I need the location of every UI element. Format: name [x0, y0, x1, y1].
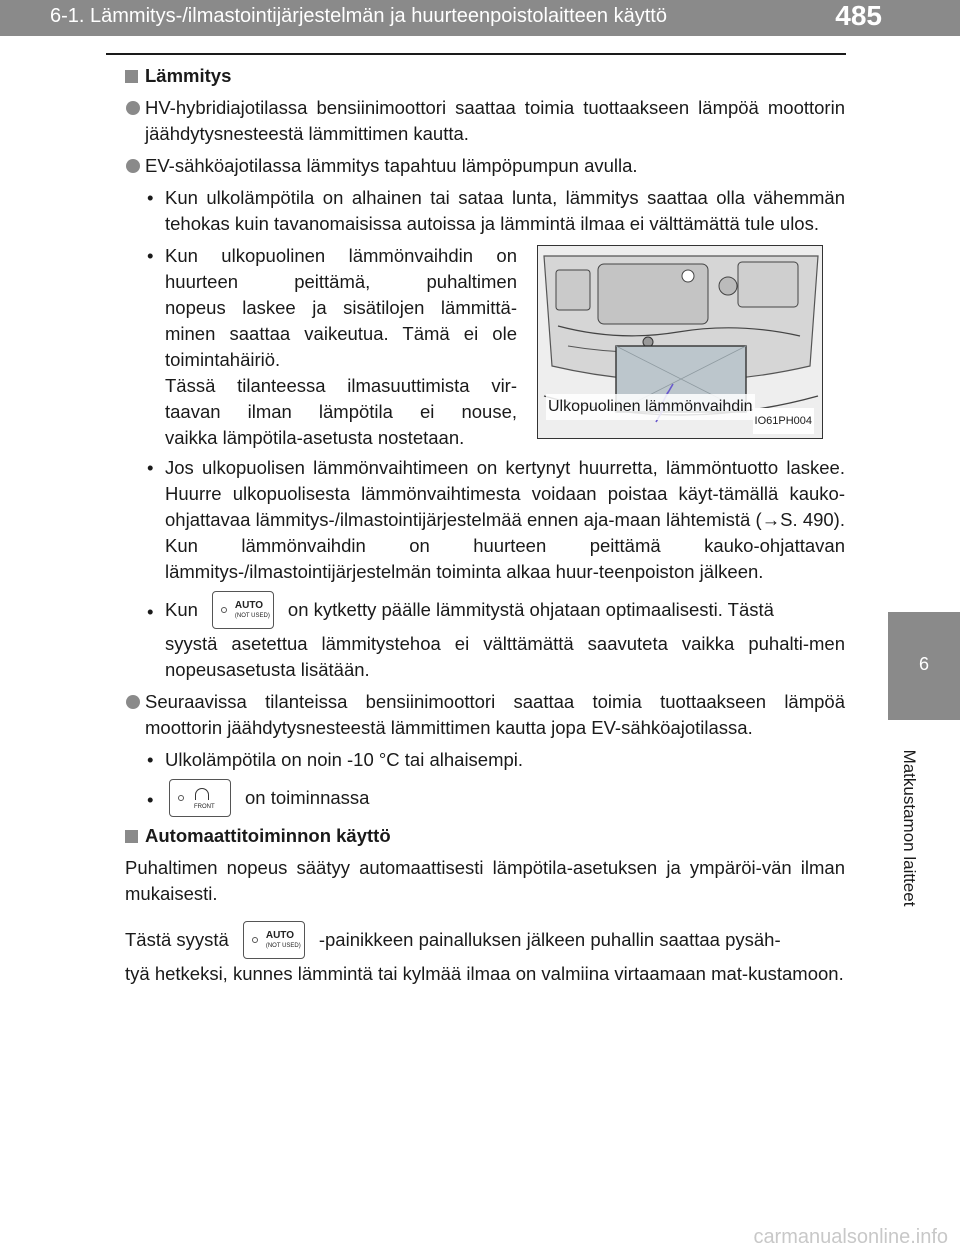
watermark: carmanualsonline.info: [753, 1226, 948, 1248]
sub-auto-mode: • Kun AUTO (NOT USED) on kytketty päälle lämmitystä ohjataan optimaalisesti. Tästä: [125, 591, 845, 629]
engine-bay-illustration: [537, 245, 823, 439]
page-header: [0, 0, 960, 40]
header-rule: [106, 53, 846, 55]
auto-paragraph-2-cont: tyä hetkeksi, kunnes lämmintä tai kylmää ilmaa on valmiina virtaamaan mat-kustamoon.: [125, 963, 844, 984]
bullet-engine-ev: Seuraavissa tilanteissa bensiinimoottori saattaa toimia tuottaakseen lämpöä moottorin jäähdytysnesteestä lämmittimen kautta jopa EV-sähköajotilassa.: [125, 689, 845, 741]
chapter-label: [895, 728, 925, 928]
bullet-hv-mode: HV-hybridiajotilassa bensiinimoottori saattaa toimia tuottaakseen lämpöä moottorin jäähdytysnesteestä lämmittimen kautta.: [125, 95, 845, 147]
sub-auto-mode-cont: syystä asetettua lämmitystehoa ei välttämättä saavuteta vaikka puhalti-men nopeusasetusta lisätään.: [165, 633, 845, 680]
circle-bullet-icon: [126, 101, 140, 115]
sub-low-temperature: • Kun ulkolämpötila on alhainen tai sataa lunta, lämmitys saattaa olla vähemmän tehokas kuin tavanomaisissa autoissa ja lämmintä ilmaa ei välttämättä tule ulos.: [147, 187, 845, 234]
chapter-label-text: Matkustamon laitteet: [900, 749, 919, 907]
sub-frost-heat-exchanger: • Kun ulkopuolinen lämmönvaihdin on huurteen peittämä, puhaltimen nopeus laskee ja sisätilojen lämmittä- minen saattaa vaikeutua. Tämä ei ole toimintahäiriö. Tässä tilanteessa ilmasuuttimista vir- taavan ilman lämpötila ei nouse, vaikka lämpötila-asetusta nostetaan.: [147, 245, 517, 448]
circle-bullet-icon: [126, 695, 140, 709]
auto-paragraph-1: Puhaltimen nopeus säätyy automaattisesti lämpötila-asetuksen ja ympäröi-vän ilman mukaisesti.: [125, 857, 845, 904]
front-defroster-button-icon: FRONT: [169, 779, 231, 817]
section-title: 6-1. Lämmitys-/ilmastointijärjestelmän ja huurteenpoistolaitteen käyttö: [50, 5, 667, 27]
auto-button-icon: AUTO (NOT USED): [243, 921, 305, 959]
figure-code: IO61PH004: [753, 408, 814, 434]
figure-row: [125, 243, 845, 447]
figure-label: Ulkopuolinen lämmönvaihdin: [546, 394, 755, 420]
chapter-number: 6: [918, 654, 929, 674]
square-bullet-icon: [125, 70, 138, 83]
square-bullet-icon: [125, 830, 138, 843]
page-content: [125, 63, 845, 993]
auto-paragraph-2: Tästä syystä AUTO (NOT USED) -painikkeen painalluksen jälkeen puhallin saattaa pysäh-: [125, 921, 845, 959]
auto-button-icon: AUTO (NOT USED): [212, 591, 274, 629]
bullet-ev-mode: EV-sähköajotilassa lämmitys tapahtuu lämpöpumpun avulla.: [125, 153, 845, 179]
circle-bullet-icon: [126, 159, 140, 173]
page-number: 485: [835, 0, 882, 31]
sub-outside-temp: • Ulkolämpötila on noin -10 °C tai alhaisempi.: [147, 749, 524, 770]
heading-auto: Automaattitoiminnon käyttö: [125, 823, 845, 849]
sub-front-defroster: • FRONT on toiminnassa: [125, 779, 845, 817]
chapter-tab: [888, 612, 960, 720]
heading-heating: Lämmitys: [125, 63, 845, 89]
sub-frost-removal: • Jos ulkopuolisen lämmönvaihtimeen on kertynyt huurretta, lämmöntuotto laskee. Huurre ulkopuolisesta lämmönvaihtimesta voidaan poistaa käyt-tämällä kauko-ohjattavaa lämmitys-/ilmastointijärjestelmää ennen aja-maan lähtemistä (→S. 490). Kun lämmönvaihdin on huurteen peittämä kauko-ohjattavan lämmitys-/ilmastointijärjestelmän toiminta alkaa huur-teenpoiston jälkeen.: [147, 457, 845, 582]
